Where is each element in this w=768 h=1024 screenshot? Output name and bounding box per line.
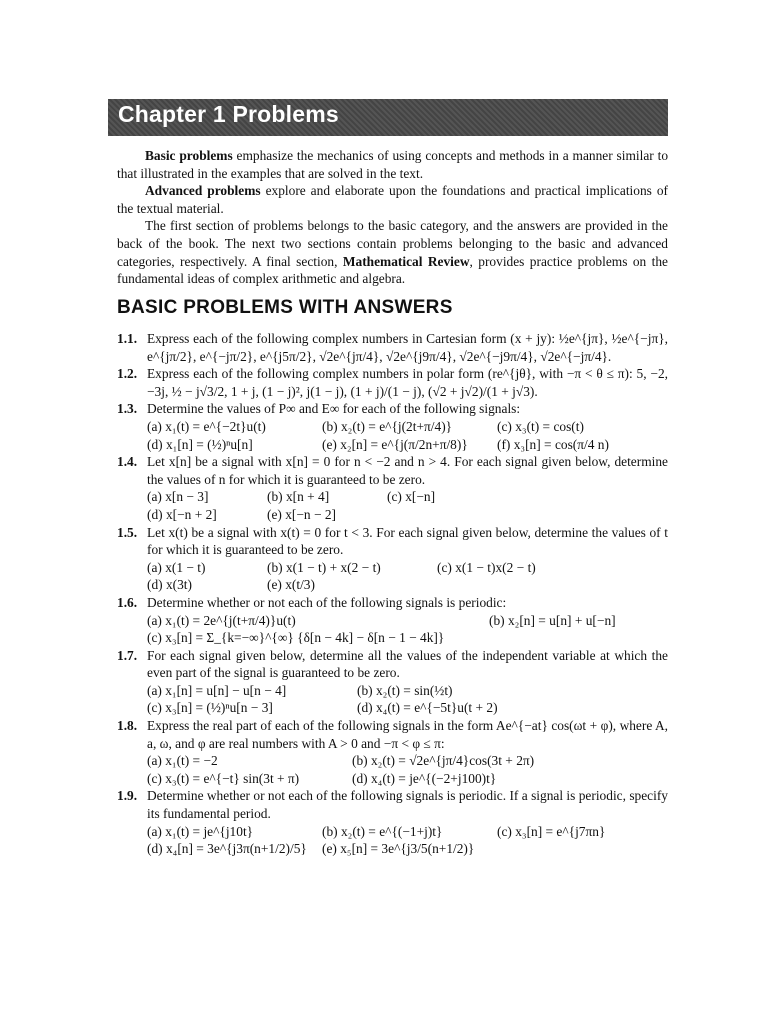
part-a: (a) x₁(t) = 2e^{j(t+π/4)}u(t): [147, 612, 296, 628]
problem-number: 1.6.: [117, 594, 138, 610]
problem-number: 1.8.: [117, 718, 138, 734]
part-row: [147, 559, 668, 577]
problem-number: 1.3.: [117, 401, 138, 417]
intro-sections-a: The first section of problems belongs to the basic category, and the answers are provided in the back of the book. The next two sections contain problems belonging to the basic and advanced categories, respectively. A final section,: [117, 218, 668, 269]
part-b: (b) x₂(t) = e^{(−1+j)t}: [322, 823, 443, 839]
part-b: (b) x₂(t) = sin(½t): [357, 682, 453, 698]
part-d: (d) x[−n + 2]: [147, 506, 217, 522]
part-d: (d) x(3t): [147, 577, 192, 593]
part-row: [147, 840, 668, 858]
problem-text: Determine the values of P∞ and E∞ for each of the following signals:: [147, 401, 521, 417]
intro-advanced-bold: Advanced problems: [145, 183, 261, 199]
section-heading: BASIC PROBLEMS WITH ANSWERS: [117, 297, 453, 318]
part-row: [147, 488, 668, 506]
problem-text: Express each of the following complex numbers in polar form (re^{jθ}, with −π < θ ≤ π): 5, −2, −3j, ½ − j√3/2, 1 + j, (1 − j)², j(1 − j), (1 + j)/(1 − j), (√2 + j√2)/(1 + j√3).: [147, 366, 668, 399]
problem-number: 1.9.: [117, 788, 138, 804]
part-b: (b) x₂(t) = √2e^{jπ/4}cos(3t + 2π): [352, 753, 535, 769]
problem-1-5: [117, 524, 668, 594]
problem-number: 1.5.: [117, 524, 138, 540]
problem-text: Express each of the following complex numbers in Cartesian form (x + jy): ½e^{jπ}, ½e^{−jπ}, e^{jπ/2}, e^{−jπ/2}, e^{j5π/2}, √2e^{jπ/4}, √2e^{j9π/4}, √2e^{−j9π/4}, √2e^{−jπ/4}.: [147, 331, 668, 364]
part-d: (d) x₄(t) = e^{−5t}u(t + 2): [357, 700, 498, 716]
problem-number: 1.4.: [117, 454, 138, 470]
intro-basic-rest: emphasize the mechanics of using concepts and methods in a manner similar to that illustrated in the examples that are solved in the text.: [117, 148, 669, 181]
problem-text: Determine whether or not each of the following signals is periodic. If a signal is periodic, specify its fundamental period.: [147, 788, 668, 822]
part-b: (b) x[n + 4]: [267, 489, 330, 505]
part-d: (d) x₄[n] = 3e^{j3π(n+1/2)/5}: [147, 841, 307, 857]
part-a: (a) x₁(t) = je^{j10t}: [147, 823, 254, 839]
problem-text: Express the real part of each of the following signals in the form Ae^{−at} cos(ωt + φ), where A, a, ω, and φ are real numbers with A > 0 and −π < φ ≤ π:: [147, 718, 668, 751]
part-a: (a) x₁(t) = e^{−2t}u(t): [147, 418, 266, 434]
problem-text: For each signal given below, determine all the values of the independent variable at which the even part of the signal is guaranteed to be zero.: [147, 647, 668, 681]
intro-paragraph-sections: [117, 217, 668, 287]
problem-text: Let x[n] be a signal with x[n] = 0 for n < −2 and n > 4. For each signal given below, determine the values of n for which it is guaranteed to be zero.: [147, 454, 668, 487]
part-c: (c) x₃[n] = (½)ⁿu[n − 3]: [147, 700, 273, 716]
intro-sections-b: , provides practice problems on the fundamental ideas of complex arithmetic and algebra.: [117, 253, 668, 287]
problem-number: 1.7.: [117, 647, 138, 663]
part-b: (b) x(1 − t) + x(2 − t): [267, 559, 381, 575]
problem-number: 1.2.: [117, 366, 138, 382]
part-c: (c) x(1 − t)x(2 − t): [437, 559, 536, 575]
intro-paragraph-basic: [117, 147, 668, 182]
part-b: (b) x₂[n] = u[n] + u[−n]: [489, 612, 616, 628]
part-e: (e) x₅[n] = 3e^{j3/5(n+1/2)}: [322, 841, 475, 857]
intro-text: [117, 147, 668, 288]
part-row: [147, 506, 668, 524]
part-f: (f) x₃[n] = cos(π/4 n): [497, 436, 609, 452]
problem-1-8: [117, 717, 668, 787]
part-row: [147, 682, 668, 700]
part-row: [147, 823, 668, 841]
part-a: (a) x(1 − t): [147, 559, 206, 575]
problem-1-9: [117, 787, 668, 857]
problem-text: Let x(t) be a signal with x(t) = 0 for t < 3. For each signal given below, determine the values of t for which it is guaranteed to be zero.: [147, 524, 668, 558]
part-c: (c) x[−n]: [387, 489, 436, 505]
intro-sections-bold: Mathematical Review: [342, 253, 470, 269]
part-row: [147, 576, 668, 594]
problem-1-3: [117, 400, 668, 453]
intro-advanced-rest: explore and elaborate upon the foundations and practical implications of the textual material.: [117, 183, 668, 216]
intro-basic-bold: Basic problems: [145, 148, 233, 163]
problem-1-2: [117, 365, 668, 400]
part-row: [147, 629, 668, 647]
part-row: [147, 699, 668, 717]
part-c: (c) x₃[n] = e^{j7πn}: [497, 823, 606, 839]
part-c: (c) x₃[n] = Σ_{k=−∞}^{∞} {δ[n − 4k] − δ[n − 1 − 4k]}: [147, 630, 445, 646]
part-b: (b) x₂(t) = e^{j(2t+π/4)}: [322, 418, 453, 434]
part-a: (a) x₁[n] = u[n] − u[n − 4]: [147, 682, 287, 698]
part-row: [147, 418, 668, 436]
problem-1-4: [117, 453, 668, 523]
part-row: [147, 752, 668, 770]
part-e: (e) x[−n − 2]: [267, 506, 337, 522]
chapter-title: Chapter 1 Problems: [118, 101, 339, 127]
problem-list: [117, 330, 668, 858]
problem-1-6: [117, 594, 668, 647]
part-row: [147, 612, 668, 630]
part-row: [147, 770, 668, 788]
part-c: (c) x₃(t) = e^{−t} sin(3t + π): [147, 770, 300, 786]
part-e: (e) x(t/3): [267, 577, 315, 593]
part-row: [147, 436, 668, 454]
part-c: (c) x₃(t) = cos(t): [497, 418, 584, 434]
part-d: (d) x₁[n] = (½)ⁿu[n]: [147, 436, 253, 452]
part-a: (a) x₁(t) = −2: [147, 753, 218, 769]
problem-number: 1.1.: [117, 331, 138, 346]
part-e: (e) x₂[n] = e^{j(π/2n+π/8)}: [322, 436, 468, 452]
intro-paragraph-advanced: [117, 182, 668, 217]
part-d: (d) x₄(t) = je^{(−2+j100)t}: [352, 770, 497, 786]
problem-1-1: [117, 330, 668, 365]
part-a: (a) x[n − 3]: [147, 489, 209, 505]
problem-1-7: [117, 647, 668, 717]
problem-text: Determine whether or not each of the following signals is periodic:: [147, 594, 507, 610]
